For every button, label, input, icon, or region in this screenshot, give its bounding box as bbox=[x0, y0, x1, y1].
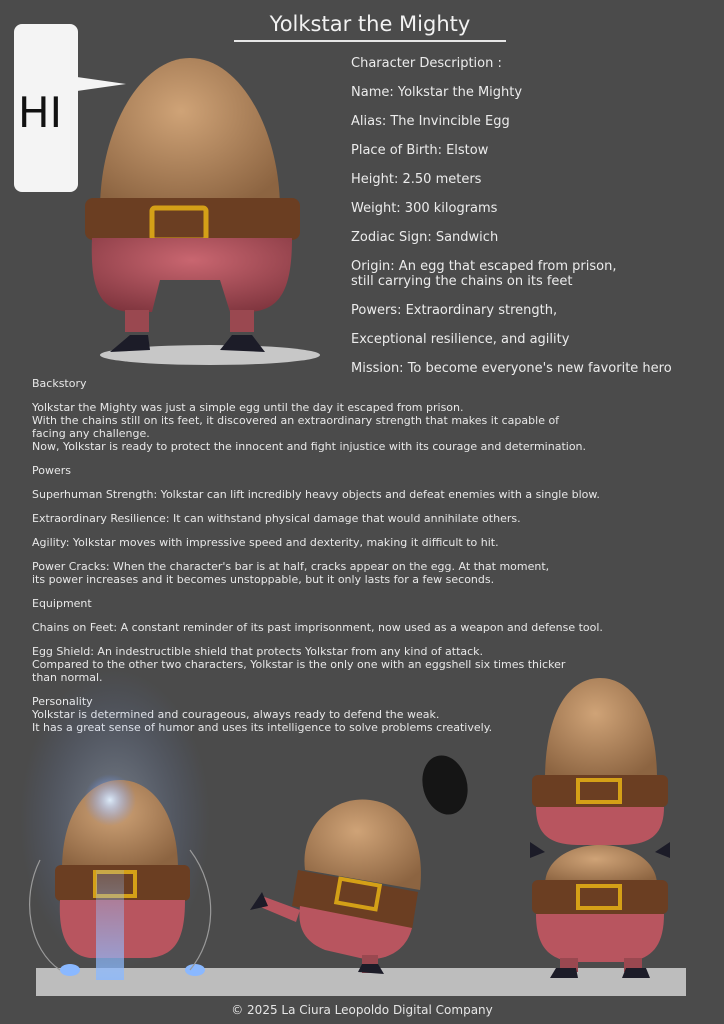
backstory-heading: Backstory bbox=[32, 377, 87, 390]
power-cracks-line: Power Cracks: When the character's bar is at half, cracks appear on the egg. At that moment, bbox=[32, 560, 550, 573]
personality-line: Yolkstar is determined and courageous, always ready to defend the weak. bbox=[32, 708, 440, 721]
equipment-heading: Equipment bbox=[32, 597, 92, 610]
description-origin-line1: Origin: An egg that escaped from prison, bbox=[351, 259, 617, 274]
description-height: Height: 2.50 meters bbox=[351, 172, 482, 187]
equipment-chains: Chains on Feet: A constant reminder of its past imprisonment, now used as a weapon and defense tool. bbox=[32, 621, 603, 634]
copyright-footer: © 2025 La Ciura Leopoldo Digital Company bbox=[231, 1003, 493, 1017]
backstory-line: With the chains still on its feet, it discovered an extraordinary strength that makes it capable of bbox=[32, 414, 560, 427]
power-strength: Superhuman Strength: Yolkstar can lift incredibly heavy objects and defeat enemies with a single blow. bbox=[32, 488, 600, 501]
power-resilience: Extraordinary Resilience: It can withstand physical damage that would annihilate others. bbox=[32, 512, 521, 525]
equipment-shield-line: Egg Shield: An indestructible shield that protects Yolkstar from any kind of attack. bbox=[32, 645, 484, 658]
left-boot bbox=[110, 335, 150, 352]
left-leg bbox=[125, 310, 149, 332]
power-cracks bbox=[32, 560, 702, 586]
powers-heading: Powers bbox=[32, 464, 71, 477]
bottom-illustrations bbox=[0, 670, 724, 1000]
right-leg bbox=[230, 310, 254, 332]
backstory-line: facing any challenge. bbox=[32, 427, 150, 440]
backstory-text bbox=[32, 401, 702, 453]
hero-illustration bbox=[80, 50, 340, 370]
glowing-egg bbox=[20, 670, 211, 980]
description-origin bbox=[351, 259, 719, 289]
right-boot bbox=[220, 335, 265, 352]
backstory-line: Now, Yolkstar is ready to protect the innocent and fight injustice with its courage and determination. bbox=[32, 440, 587, 453]
description-heading: Character Description : bbox=[351, 56, 502, 71]
belt bbox=[85, 198, 300, 240]
egg-shell bbox=[100, 58, 280, 210]
description-birthplace: Place of Birth: Elstow bbox=[351, 143, 489, 158]
description-alias: Alias: The Invincible Egg bbox=[351, 114, 510, 129]
page-title: Yolkstar the Mighty bbox=[234, 12, 506, 42]
description-powers: Powers: Extraordinary strength, bbox=[351, 303, 558, 318]
personality-heading: Personality bbox=[32, 695, 93, 708]
power-agility: Agility: Yolkstar moves with impressive speed and dexterity, making it difficult to hit. bbox=[32, 536, 499, 549]
description-origin-line2: still carrying the chains on its feet bbox=[351, 274, 573, 289]
character-description bbox=[351, 56, 719, 390]
backstory-line: Yolkstar the Mighty was just a simple egg until the day it escaped from prison. bbox=[32, 401, 464, 414]
equipment-shield-line: than normal. bbox=[32, 671, 103, 684]
description-name: Name: Yolkstar the Mighty bbox=[351, 85, 523, 100]
kicking-egg bbox=[250, 750, 474, 974]
equipment-shield-line: Compared to the other two characters, Yolkstar is the only one with an eggshell six times thicker bbox=[32, 658, 566, 671]
description-zodiac: Zodiac Sign: Sandwich bbox=[351, 230, 499, 245]
power-cracks-line: its power increases and it becomes unstoppable, but it only lasts for a few seconds. bbox=[32, 573, 495, 586]
speech-bubble-text: HI bbox=[18, 88, 62, 137]
description-powers-cont: Exceptional resilience, and agility bbox=[351, 332, 570, 347]
description-mission: Mission: To become everyone's new favorite hero bbox=[351, 361, 672, 376]
description-weight: Weight: 300 kilograms bbox=[351, 201, 498, 216]
pants bbox=[92, 238, 292, 312]
personality-line: It has a great sense of humor and uses its intelligence to solve problems creatively. bbox=[32, 721, 493, 734]
stacked-eggs bbox=[530, 678, 670, 978]
